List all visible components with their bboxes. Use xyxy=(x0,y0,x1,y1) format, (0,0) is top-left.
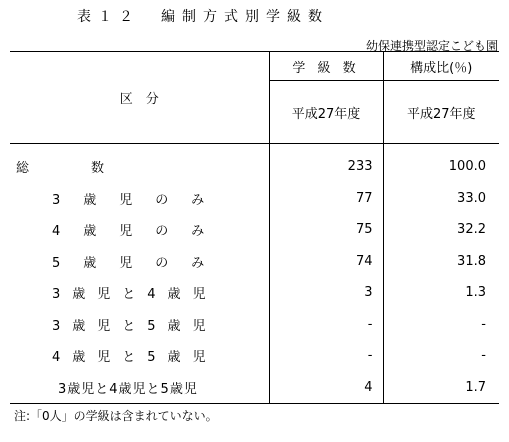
row-label: 4歳児のみ xyxy=(52,224,228,240)
row-ratio: 31.8 xyxy=(383,246,499,278)
row-count: 77 xyxy=(269,183,383,215)
table-row xyxy=(10,277,499,309)
row-count: 233 xyxy=(269,151,383,183)
count-year-label: 平成27年度 xyxy=(269,81,383,144)
header-row xyxy=(10,52,499,81)
row-count: 75 xyxy=(269,214,383,246)
row-ratio: 1.7 xyxy=(383,372,499,404)
table-row xyxy=(10,151,499,183)
section-header: 区 分 xyxy=(10,52,269,144)
row-label: 4歳児と5歳児 xyxy=(52,350,218,366)
count-header: 学 級 数 xyxy=(269,52,383,81)
row-ratio: - xyxy=(383,309,499,341)
row-label: 総数 xyxy=(16,161,167,177)
ratio-year-label: 平成27年度 xyxy=(383,81,499,144)
table-row xyxy=(10,246,499,278)
footnote: 注:「0人」の学級は含まれていない。 xyxy=(14,409,218,423)
table-row xyxy=(10,340,499,372)
row-ratio: - xyxy=(383,340,499,372)
row-label: 3歳児のみ xyxy=(52,192,228,208)
table-title: 表１２ 編制方式別学級数 xyxy=(77,9,329,25)
class-count-table xyxy=(10,51,499,404)
row-count: - xyxy=(269,309,383,341)
table-row xyxy=(10,183,499,215)
row-ratio: 33.0 xyxy=(383,183,499,215)
row-label: 5歳児のみ xyxy=(52,255,228,271)
row-label: 3歳児と4歳児 xyxy=(52,287,218,303)
row-count: 3 xyxy=(269,277,383,309)
table-row xyxy=(10,214,499,246)
row-label: 3歳児と5歳児 xyxy=(52,318,218,334)
row-ratio: 1.3 xyxy=(383,277,499,309)
unit-label: 幼保連携型認定こども園 xyxy=(365,39,498,53)
ratio-header: 構成比(％) xyxy=(383,52,499,81)
row-count: - xyxy=(269,340,383,372)
row-count: 74 xyxy=(269,246,383,278)
table-row xyxy=(10,309,499,341)
row-ratio: 32.2 xyxy=(383,214,499,246)
row-ratio: 100.0 xyxy=(383,151,499,183)
row-label: 3歳児と4歳児と5歳児 xyxy=(10,372,269,404)
table-row xyxy=(10,372,499,404)
row-count: 4 xyxy=(269,372,383,404)
